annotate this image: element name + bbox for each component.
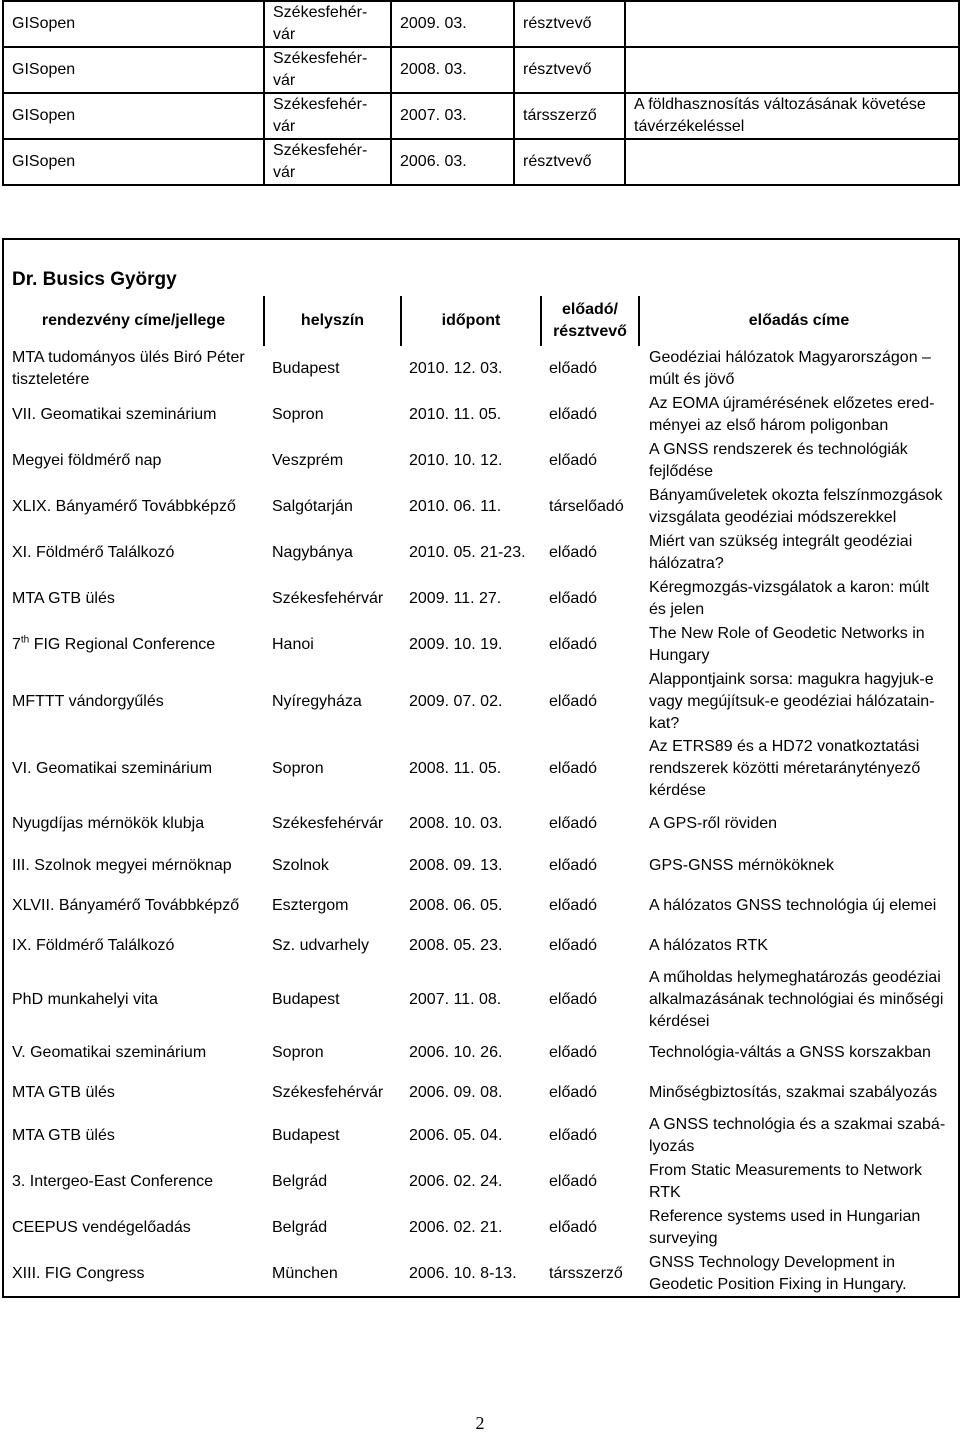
role-cell: előadó: [549, 897, 598, 914]
table-row: [3, 576, 959, 622]
role-cell: résztvevő: [514, 139, 625, 185]
place-cell: Székesfehérvár: [272, 590, 384, 607]
title-cell: Az EOMA újramérésének előzetes ered-ményei az első három poligonban: [639, 392, 959, 438]
place-cell: Nagybánya: [272, 544, 353, 561]
title-cell: GPS-GNSS mérnököknek: [639, 846, 959, 886]
title-cell: A GNSS technológia és a szakmai szabá-lyozás: [639, 1113, 959, 1159]
place-cell: Esztergom: [272, 897, 349, 914]
date-cell: 2010. 06. 11.: [409, 498, 502, 515]
date-cell: 2006. 09. 08.: [409, 1084, 503, 1101]
role-cell: társelőadó: [549, 498, 624, 515]
date-cell: 2006. 10. 26.: [409, 1044, 503, 1061]
role-cell: előadó: [549, 1173, 598, 1190]
gisopen-row: [3, 47, 959, 93]
table-row: [3, 1159, 959, 1205]
role-cell: előadó: [549, 759, 598, 777]
gisopen-row: [3, 1, 959, 47]
title-cell: Minőségbiztosítás, szakmai szabályozás: [639, 1073, 959, 1113]
table-row: [3, 1033, 959, 1073]
place-cell: München: [264, 1251, 401, 1297]
role-cell: előadó: [549, 636, 598, 653]
place-cell: Nyíregyháza: [272, 692, 362, 710]
place-cell: Sopron: [272, 759, 324, 777]
place-cell: Székesfehér-vár: [264, 93, 391, 139]
event-cell: GISopen: [3, 47, 264, 93]
title-cell: A műholdas helymeghatározás geodéziai alkalmazásának technológiai és minőségi kérdései: [639, 966, 959, 1033]
table-row: [3, 438, 959, 484]
place-cell: Székesfehérvár: [272, 1084, 384, 1101]
event-cell: MTA tudományos ülés Biró Péter tiszteletére: [3, 346, 264, 392]
place-cell: Budapest: [272, 360, 340, 377]
page-number: 2: [475, 1413, 485, 1433]
role-cell: előadó: [549, 990, 598, 1008]
place-cell: Székesfehér-vár: [264, 47, 391, 93]
role-cell: előadó: [549, 692, 598, 710]
title-cell: From Static Measurements to Network RTK: [639, 1159, 959, 1205]
event-cell: III. Szolnok megyei mérnöknap: [3, 846, 264, 886]
gisopen-table: [2, 0, 960, 186]
place-cell: Veszprém: [272, 452, 344, 469]
header-event: rendezvény címe/jellege: [3, 296, 264, 346]
place-cell: Salgótarján: [272, 498, 353, 515]
event-cell: XLIX. Bányamérő Továbbképző: [3, 484, 264, 530]
title-cell: GNSS Technology Development in Geodetic Position Fixing in Hungary.: [639, 1251, 959, 1297]
role-cell: előadó: [549, 857, 598, 874]
table-row: [3, 966, 959, 1033]
table-row: [3, 735, 959, 802]
event-cell: 3. Intergeo-East Conference: [3, 1159, 264, 1205]
title-cell: A GNSS rendszerek és technológiák fejlődése: [639, 438, 959, 484]
table-row: [3, 484, 959, 530]
gisopen-row: [3, 139, 959, 185]
header-role: előadó/ résztvevő: [541, 296, 639, 346]
date-cell: 2006. 02. 21.: [409, 1219, 503, 1236]
title-cell: [625, 139, 959, 185]
event-cell: GISopen: [3, 1, 264, 47]
date-cell: 2010. 12. 03.: [409, 360, 503, 377]
event-cell: IX. Földmérő Találkozó: [3, 926, 264, 966]
event-cell: VII. Geomatikai szeminárium: [3, 392, 264, 438]
event-cell: V. Geomatikai szeminárium: [3, 1033, 264, 1073]
role-cell: előadó: [549, 1219, 598, 1236]
table-row: [3, 1073, 959, 1113]
event-cell: [3, 622, 264, 668]
event-cell: GISopen: [3, 93, 264, 139]
role-cell: előadó: [549, 815, 598, 832]
date-cell: 2008. 03.: [391, 47, 514, 93]
date-cell: 2006. 05. 04.: [409, 1127, 503, 1144]
event-text-rest: FIG Regional Conference: [29, 636, 216, 653]
event-cell: Nyugdíjas mérnökök klubja: [3, 802, 264, 846]
role-cell: társszerző: [541, 1251, 639, 1297]
table-row: [3, 1113, 959, 1159]
role-cell: előadó: [549, 544, 598, 561]
role-cell: előadó: [549, 1127, 598, 1144]
presentations-table: [2, 238, 960, 1298]
place-cell: Sz. udvarhely: [272, 937, 369, 954]
title-cell: A hálózatos GNSS technológia új elemei: [639, 886, 959, 926]
event-cell: XIII. FIG Congress: [3, 1251, 264, 1297]
role-cell: előadó: [549, 360, 598, 377]
title-cell: Az ETRS89 és a HD72 vonatkoztatási rendszerek közötti méretaránytényező kérdése: [639, 735, 959, 802]
date-cell: 2009. 03.: [391, 1, 514, 47]
table-row: [3, 802, 959, 846]
place-cell: Székesfehér-vár: [264, 1, 391, 47]
table-row: [3, 1205, 959, 1251]
event-cell: VI. Geomatikai szeminárium: [3, 735, 264, 802]
date-cell: 2007. 03.: [391, 93, 514, 139]
title-cell: Miért van szükség integrált geodéziai hálózatra?: [639, 530, 959, 576]
table-row: [3, 346, 959, 392]
event-text: 7: [12, 636, 21, 653]
header-title: előadás címe: [639, 296, 959, 346]
title-cell: A GPS-ről röviden: [639, 802, 959, 846]
date-cell: 2008. 10. 03.: [409, 815, 503, 832]
title-cell: Reference systems used in Hungarian surveying: [639, 1205, 959, 1251]
role-cell: előadó: [549, 590, 598, 607]
place-cell: Hanoi: [272, 636, 314, 653]
date-cell: 2009. 10. 19.: [409, 636, 503, 653]
title-cell: The New Role of Geodetic Networks in Hungary: [639, 622, 959, 668]
event-cell: MFTTT vándorgyűlés: [3, 668, 264, 735]
header-row: [3, 296, 959, 346]
title-cell: Kéregmozgás-vizsgálatok a karon: múlt és jelen: [639, 576, 959, 622]
table-row: [3, 392, 959, 438]
role-cell: előadó: [549, 406, 598, 423]
table-row: [3, 622, 959, 668]
date-cell: 2008. 05. 23.: [409, 937, 503, 954]
role-cell: társszerző: [514, 93, 625, 139]
role-cell: előadó: [549, 452, 598, 469]
date-cell: 2009. 07. 02.: [409, 692, 503, 710]
place-cell: Szolnok: [272, 857, 329, 874]
event-cell: Megyei földmérő nap: [3, 438, 264, 484]
place-cell: Székesfehérvár: [272, 815, 384, 832]
event-cell: XLVII. Bányamérő Továbbképző: [3, 886, 264, 926]
event-cell: PhD munkahelyi vita: [3, 966, 264, 1033]
title-cell: A földhasznosítás változásának követése távérzékeléssel: [625, 93, 959, 139]
header-date: időpont: [401, 296, 541, 346]
title-cell: [625, 1, 959, 47]
person-name: Dr. Busics György: [3, 239, 959, 296]
date-cell: 2010. 05. 21-23.: [409, 544, 526, 561]
place-cell: Belgrád: [272, 1219, 328, 1236]
person-row: [3, 239, 959, 296]
table-row: [3, 846, 959, 886]
title-cell: Technológia-váltás a GNSS korszakban: [639, 1033, 959, 1073]
date-cell: 2008. 06. 05.: [409, 897, 503, 914]
presentations-body: [3, 346, 959, 1297]
date-cell: 2006. 03.: [391, 139, 514, 185]
role-cell: előadó: [549, 937, 598, 954]
table-row: [3, 886, 959, 926]
event-cell: XI. Földmérő Találkozó: [3, 530, 264, 576]
table-row: [3, 530, 959, 576]
role-cell: előadó: [549, 1044, 598, 1061]
place-cell: Sopron: [272, 406, 324, 423]
place-cell: Székesfehér-vár: [264, 139, 391, 185]
ordinal-suffix: th: [20, 634, 30, 646]
date-cell: 2008. 09. 13.: [409, 857, 503, 874]
table-row: [3, 1251, 959, 1297]
table-row: [3, 926, 959, 966]
place-cell: Sopron: [272, 1044, 324, 1061]
place-cell: Budapest: [272, 990, 340, 1008]
date-cell: 2010. 10. 12.: [409, 452, 503, 469]
event-cell: MTA GTB ülés: [3, 1113, 264, 1159]
event-cell: CEEPUS vendégelőadás: [3, 1205, 264, 1251]
date-cell: 2008. 11. 05.: [409, 759, 502, 777]
title-cell: Alappontjaink sorsa: magukra hagyjuk-e vagy megújítsuk-e geodéziai hálózatain-kat?: [639, 668, 959, 735]
place-cell: Belgrád: [272, 1173, 328, 1190]
date-cell: 2010. 11. 05.: [409, 406, 502, 423]
place-cell: Budapest: [272, 1127, 340, 1144]
event-cell: GISopen: [3, 139, 264, 185]
role-cell: résztvevő: [514, 1, 625, 47]
header-place: helyszín: [264, 296, 401, 346]
title-cell: [625, 47, 959, 93]
table-row: [3, 668, 959, 735]
title-cell: A hálózatos RTK: [639, 926, 959, 966]
title-cell: Geodéziai hálózatok Magyarországon – múlt és jövő: [639, 346, 959, 392]
date-cell: 2006. 02. 24.: [409, 1173, 503, 1190]
date-cell: 2007. 11. 08.: [409, 990, 502, 1008]
role-cell: résztvevő: [514, 47, 625, 93]
date-cell: 2006. 10. 8-13.: [401, 1251, 541, 1297]
event-cell: MTA GTB ülés: [3, 576, 264, 622]
title-cell: Bányaműveletek okozta felszínmozgások vizsgálata geodéziai módszerekkel: [639, 484, 959, 530]
gisopen-row: [3, 93, 959, 139]
event-cell: MTA GTB ülés: [3, 1073, 264, 1113]
role-cell: előadó: [549, 1084, 598, 1101]
date-cell: 2009. 11. 27.: [409, 590, 502, 607]
